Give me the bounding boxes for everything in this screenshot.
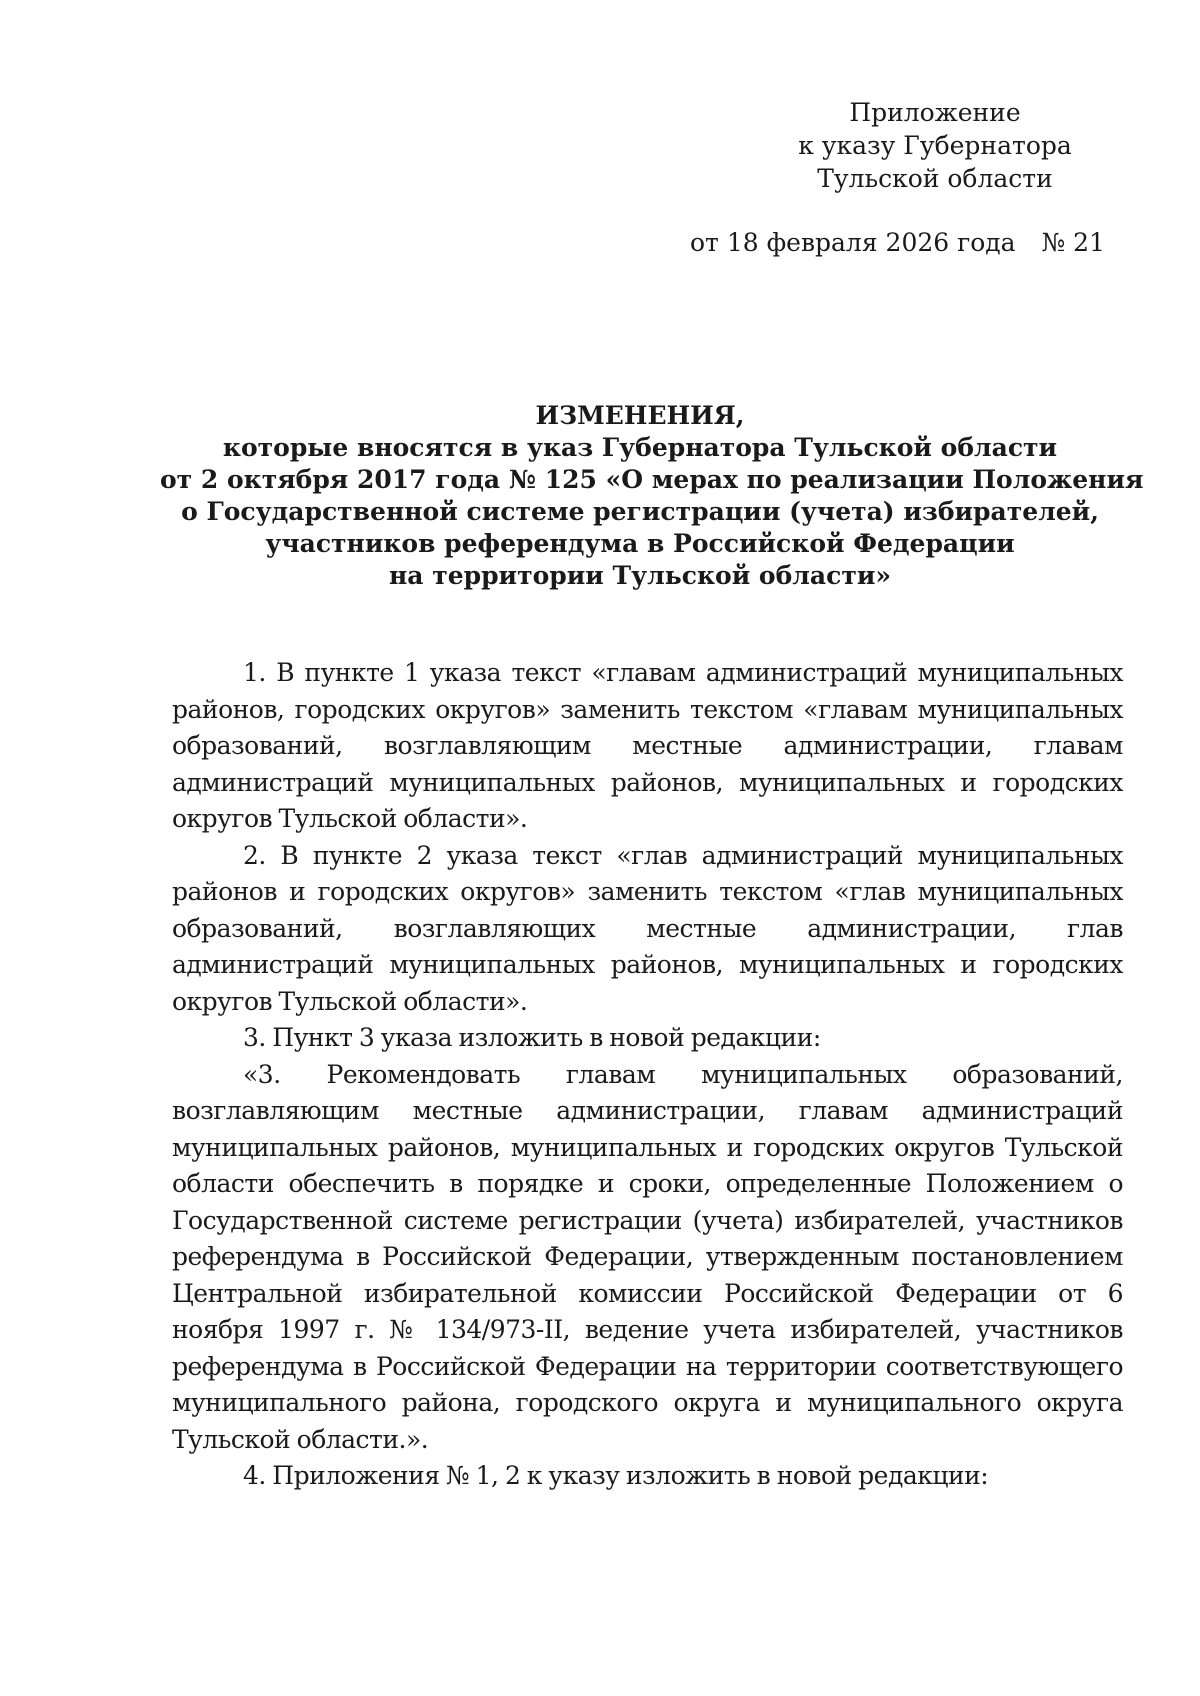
title-line: участников референдума в Российской Федерации — [265, 529, 1015, 558]
document-title — [160, 400, 1144, 592]
title-line: которые вносятся в указ Губернатора Тульской области — [222, 433, 1058, 462]
paragraph-3: 3. Пункт 3 указа изложить в новой редакции: — [243, 1023, 821, 1052]
decree-number: № 21 — [1041, 228, 1105, 257]
appendix-line-2: к указу Губернатора — [798, 131, 1072, 160]
paragraph-2: 2. В пункте 2 указа текст «глав администраций муниципальных районов и городских округов» заменить текстом «глав муниципальных образований, возглавляющих местные администрации, глав администраций муниципальных районов, муниципальных и городских округов Тульской области». — [172, 840, 1123, 1016]
paragraph-4: 4. Приложения № 1, 2 к указу изложить в новой редакции: — [243, 1461, 989, 1490]
title-line: о Государственной системе регистрации (учета) избирателей, — [181, 497, 1099, 526]
document-body — [172, 655, 1123, 1495]
appendix-line-1: Приложение — [849, 98, 1021, 127]
title-line: на территории Тульской области» — [389, 561, 891, 590]
paragraph-1: 1. В пункте 1 указа текст «главам администраций муниципальных районов, городских округов» заменить текстом «главам муниципальных образований, возглавляющим местные администрации, главам администраций муниципальных районов, муниципальных и городских округов Тульской области». — [172, 658, 1123, 833]
decree-date-line — [690, 226, 1105, 259]
title-heading: ИЗМЕНЕНИЯ, — [535, 401, 745, 430]
paragraph-3-quote: «3. Рекомендовать главам муниципальных образований, возглавляющим местные администрации, главам администраций муниципальных районов, муниципальных и городских округов Тульской области обеспечить в порядке и сроки, определенные Положением о Государственной системе регистрации (учета) избирателей, участников референдума в Российской Федерации, утвержденным постановлением Центральной избирательной комиссии Российской Федерации от 6 ноября 1997 г. № 134/973-II, ведение учета избирателей, участников референдума в Российской Федерации на территории соответствующего муниципального района, городского округа и муниципального округа Тульской области.». — [172, 1059, 1123, 1454]
title-line: от 2 октября 2017 года № 125 «О мерах по реализации Положения — [160, 465, 1144, 494]
decree-date: от 18 февраля 2026 года — [690, 228, 1016, 257]
appendix-header — [770, 96, 1100, 195]
appendix-line-3: Тульской области — [817, 164, 1053, 193]
